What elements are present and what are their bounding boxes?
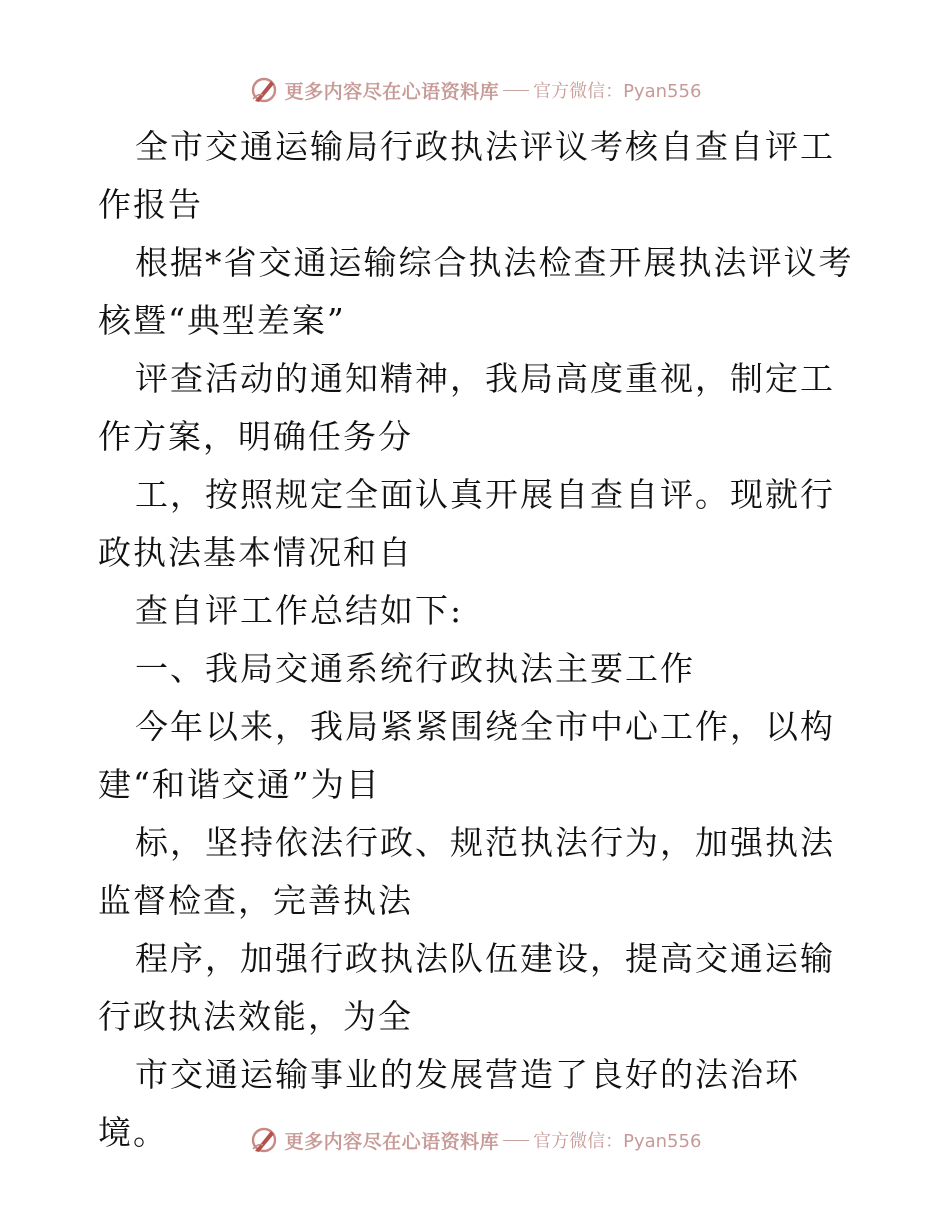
quill-pen-logo-icon <box>249 75 279 105</box>
body-paragraph: 评查活动的通知精神，我局高度重视，制定工作方案，明确任务分 <box>98 359 835 456</box>
site-name-text: 更多内容尽在心语资料库 <box>284 1130 500 1153</box>
banner-divider <box>503 90 529 91</box>
header-banner <box>0 72 950 108</box>
site-name-text: 更多内容尽在心语资料库 <box>284 80 500 103</box>
body-paragraph: 工，按照规定全面认真开展自查自评。现就行政执法基本情况和自 <box>98 475 835 572</box>
body-paragraph: 程序，加强行政执法队伍建设，提高交通运输行政执法效能，为全 <box>98 939 835 1036</box>
body-paragraph: 标，坚持依法行政、规范执法行为，加强执法监督检查，完善执法 <box>98 823 835 920</box>
footer-banner <box>0 1122 950 1158</box>
document-body <box>98 118 858 1162</box>
quill-pen-logo-icon <box>249 1125 279 1155</box>
body-paragraph: 今年以来，我局紧紧围绕全市中心工作，以构建“和谐交通”为目 <box>98 707 835 804</box>
wechat-id-text: 官方微信：Pyan556 <box>533 1131 702 1152</box>
body-paragraph: 查自评工作总结如下: <box>135 591 464 630</box>
body-paragraph: 市交通运输事业的发展营造了良好的法治环境。 <box>98 1055 800 1152</box>
body-paragraph: 根据*省交通运输综合执法检查开展执法评议考核暨“典型差案” <box>98 243 854 340</box>
section-heading: 一、我局交通系统行政执法主要工作 <box>135 649 695 688</box>
report-title: 全市交通运输局行政执法评议考核自查自评工作报告 <box>98 127 835 224</box>
banner-divider <box>503 1140 529 1141</box>
wechat-id-text: 官方微信：Pyan556 <box>533 81 702 102</box>
